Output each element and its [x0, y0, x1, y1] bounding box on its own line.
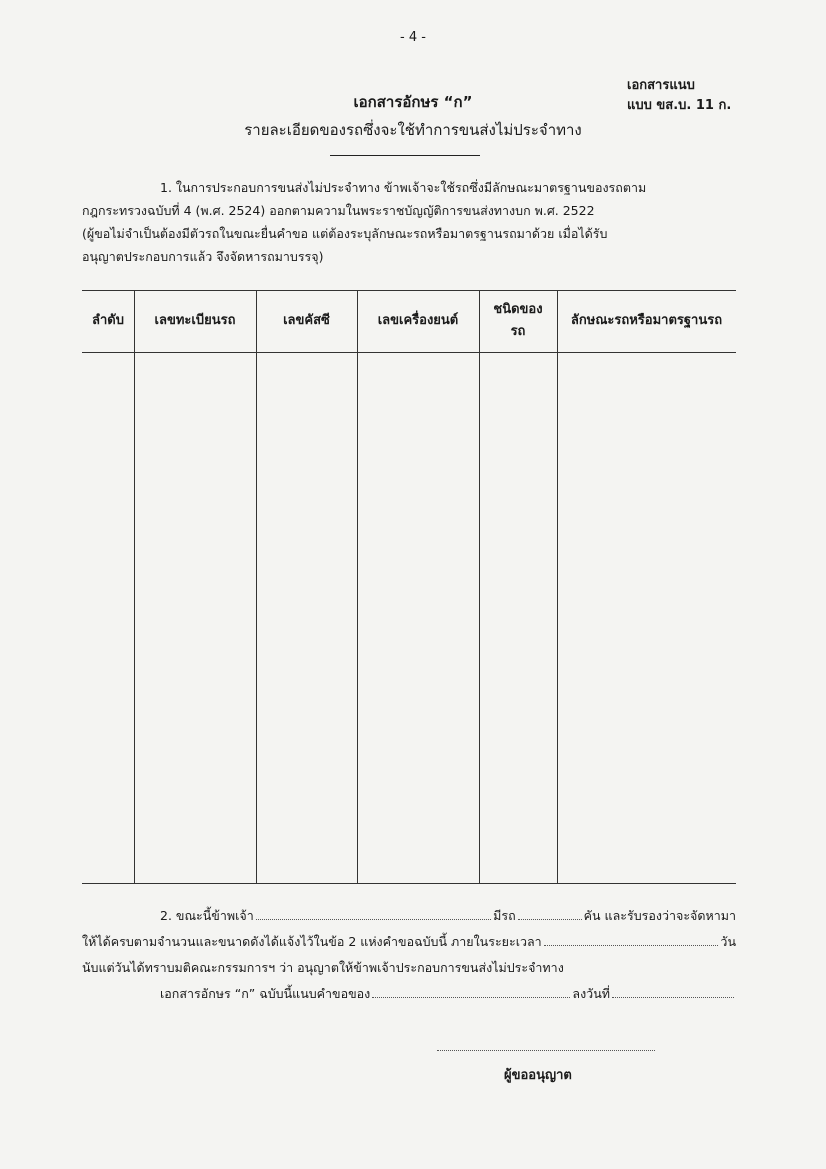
header-order-text: ลำดับ: [92, 313, 124, 328]
header-order: [82, 290, 134, 352]
header-vehicle-standard-text: ลักษณะรถหรือมาตรฐานรถ: [570, 313, 723, 328]
fill-in-dotted-line: [612, 983, 734, 998]
header-plate-number-text: เลขทะเบียนรถ: [154, 313, 236, 328]
fill-in-dotted-line: [544, 931, 719, 946]
header-vehicle-type: [479, 290, 557, 352]
paragraph-2-text: ลงวันที่: [572, 986, 610, 1001]
table-bottom-border: [82, 883, 736, 884]
paragraph-2-line-4: [82, 981, 736, 1007]
header-chassis-number-text: เลขคัสซี: [283, 313, 330, 328]
header-vehicle-type-text-1: ชนิดของ: [493, 302, 543, 317]
table-header-border: [82, 352, 736, 353]
table-column-divider: [557, 290, 558, 884]
vehicle-table: [82, 290, 736, 884]
paragraph-1-line: อนุญาตประกอบการแล้ว จึงจัดหารถมาบรรจุ): [82, 249, 324, 264]
paragraph-2-text: ให้ได้ครบตามจำนวนและขนาดดังได้แจ้งไว้ในข้อ 2 แห่งคำขอฉบับนี้ ภายในระยะเวลา: [82, 934, 542, 949]
page-number: - 4 -: [400, 30, 426, 45]
title-underline: [330, 155, 480, 156]
paragraph-2-text: มีรถ: [493, 908, 516, 923]
signature-line: [437, 1050, 655, 1051]
paragraph-2-line-2: [82, 929, 736, 955]
fill-in-dotted-line: [518, 905, 582, 920]
header-engine-number: [357, 290, 479, 352]
paragraph-1-line: 1. ในการประกอบการขนส่งไม่ประจำทาง ข้าพเจ้าจะใช้รถซึ่งมีลักษณะมาตรฐานของรถตาม: [160, 180, 647, 195]
paragraph-2-text: นับแต่วันได้ทราบมติคณะกรรมการฯ ว่า อนุญาตให้ข้าพเจ้าประกอบการขนส่งไม่ประจำทาง: [82, 960, 564, 975]
paragraph-2-text: วัน: [720, 934, 736, 949]
paragraph-2-line-1: [82, 903, 736, 929]
header-plate-number: [134, 290, 256, 352]
paragraph-2-text: คัน และรับรองว่าจะจัดหามา: [583, 908, 736, 923]
header-engine-number-text: เลขเครื่องยนต์: [377, 313, 459, 328]
table-column-divider: [134, 290, 135, 884]
header-chassis-number: [256, 290, 357, 352]
table-column-divider: [256, 290, 257, 884]
fill-in-dotted-line: [372, 983, 570, 998]
paragraph-2-line-3: [82, 955, 736, 981]
attachment-form-code: แบบ ขส.บ. 11 ก.: [627, 98, 732, 113]
table-column-divider: [479, 290, 480, 884]
signature-label: ผู้ขออนุญาต: [504, 1068, 572, 1083]
paragraph-1-line: กฎกระทรวงฉบับที่ 4 (พ.ศ. 2524) ออกตามความในพระราชบัญญัติการขนส่งทางบก พ.ศ. 2522: [82, 203, 595, 218]
paragraph-2-text: เอกสารอักษร “ก” ฉบับนี้แนบคำขอของ: [160, 986, 371, 1001]
fill-in-dotted-line: [256, 905, 491, 920]
paragraph-2-text: 2. ขณะนี้ข้าพเจ้า: [160, 908, 254, 923]
header-vehicle-type-text-2: รถ: [510, 324, 526, 339]
attachment-line-1: เอกสารแนบ: [627, 78, 695, 93]
table-column-divider: [357, 290, 358, 884]
document-subtitle: รายละเอียดของรถซึ่งจะใช้ทำการขนส่งไม่ประจำทาง: [244, 121, 582, 139]
document-title: เอกสารอักษร “ก”: [353, 93, 473, 111]
paragraph-2: [82, 903, 736, 1007]
header-vehicle-standard: [557, 290, 736, 352]
paragraph-1-line: (ผู้ขอไม่จำเป็นต้องมีตัวรถในขณะยื่นคำขอ แต่ต้องระบุลักษณะรถหรือมาตรฐานรถมาด้วย เมื่อได้รับ: [82, 226, 608, 241]
paragraph-1: [82, 176, 736, 268]
